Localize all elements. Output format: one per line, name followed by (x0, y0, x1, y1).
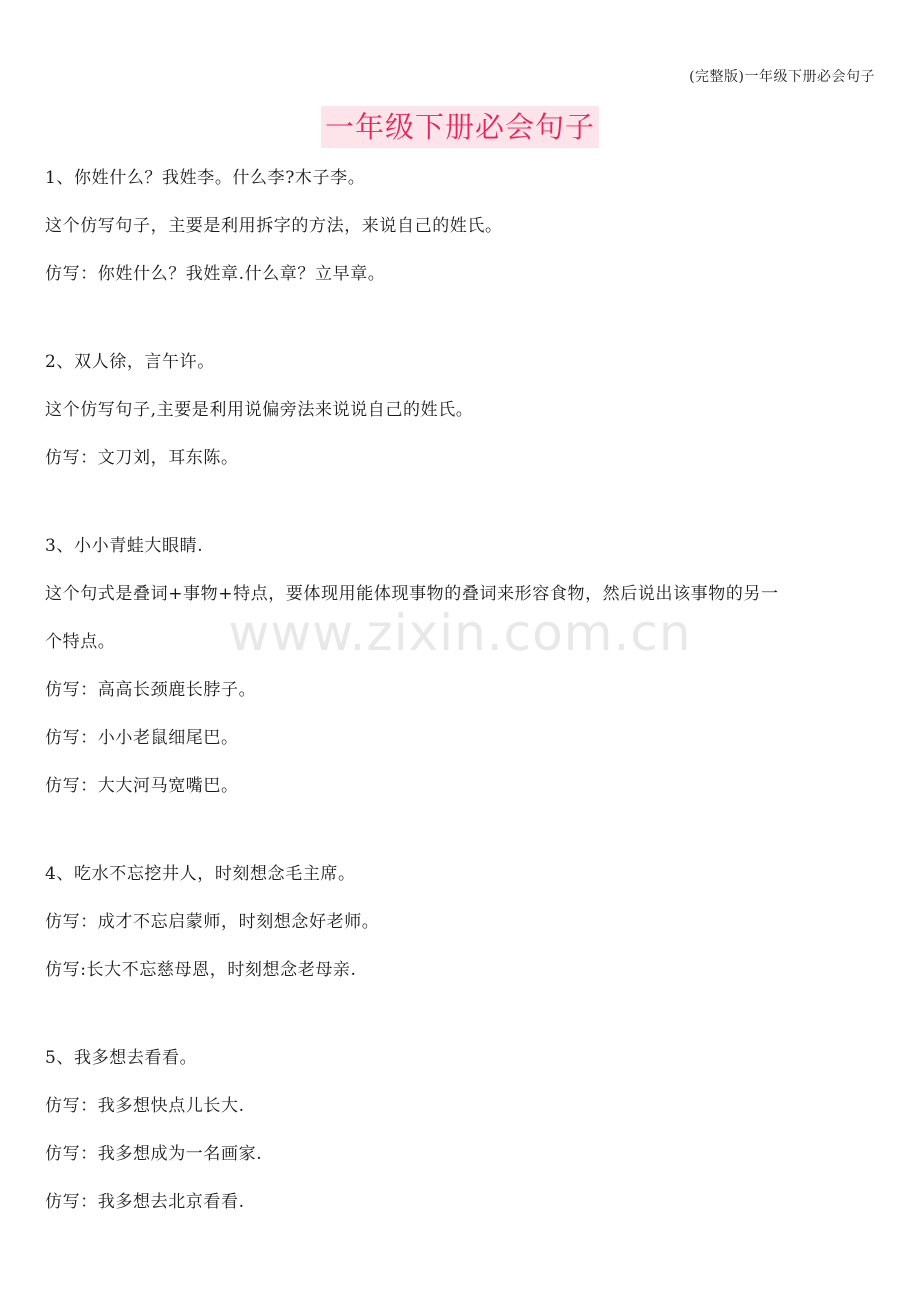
section-1-heading: 1、你姓什么？我姓李。什么李?木子李。 (45, 168, 366, 188)
section-5-heading: 5、我多想去看看。 (45, 1048, 198, 1068)
section-2-explanation: 这个仿写句子,主要是利用说偏旁法来说说自己的姓氏。 (45, 400, 474, 420)
section-gap (45, 494, 875, 534)
document-title: 一年级下册必会句子 (321, 106, 599, 148)
section-4-heading: 4、吃水不忘挖井人，时刻想念毛主席。 (45, 864, 356, 884)
section-gap (45, 310, 875, 350)
section-3-example-2: 仿写：小小老鼠细尾巴。 (45, 728, 239, 748)
section-5-example-1: 仿写：我多想快点儿长大. (45, 1096, 245, 1116)
section-3-explanation (45, 582, 875, 654)
section-4-example-2: 仿写:长大不忘慈母恩，时刻想念老母亲. (45, 960, 357, 980)
section-2-example: 仿写：文刀刘，耳东陈。 (45, 448, 239, 468)
section-3-example-1: 仿写：高高长颈鹿长脖子。 (45, 680, 257, 700)
section-4-example-1: 仿写：成才不忘启蒙师，时刻想念好老师。 (45, 912, 380, 932)
section-gap (45, 822, 875, 862)
section-1-example: 仿写：你姓什么？我姓章.什么章？立早章。 (45, 264, 386, 284)
section-5-example-2: 仿写：我多想成为一名画家. (45, 1144, 263, 1164)
watermark: www.zixin.com.cn (228, 604, 692, 662)
section-5-example-3: 仿写：我多想去北京看看. (45, 1192, 245, 1212)
section-3-heading: 3、小小青蛙大眼睛. (45, 536, 204, 556)
section-3-explanation-line-2: 个特点。 (45, 632, 116, 652)
document-body (45, 166, 875, 1238)
section-3-example-3: 仿写：大大河马宽嘴巴。 (45, 776, 239, 796)
running-header: (完整版)一年级下册必会句子 (689, 69, 875, 85)
title-container (0, 106, 920, 148)
section-2-heading: 2、双人徐，言午许。 (45, 352, 215, 372)
section-1-explanation: 这个仿写句子，主要是利用拆字的方法，来说自己的姓氏。 (45, 216, 503, 236)
section-3-explanation-line-1: 这个句式是叠词+事物+特点，要体现用能体现事物的叠词来形容食物，然后说出该事物的另一 (45, 584, 779, 604)
section-gap (45, 1006, 875, 1046)
